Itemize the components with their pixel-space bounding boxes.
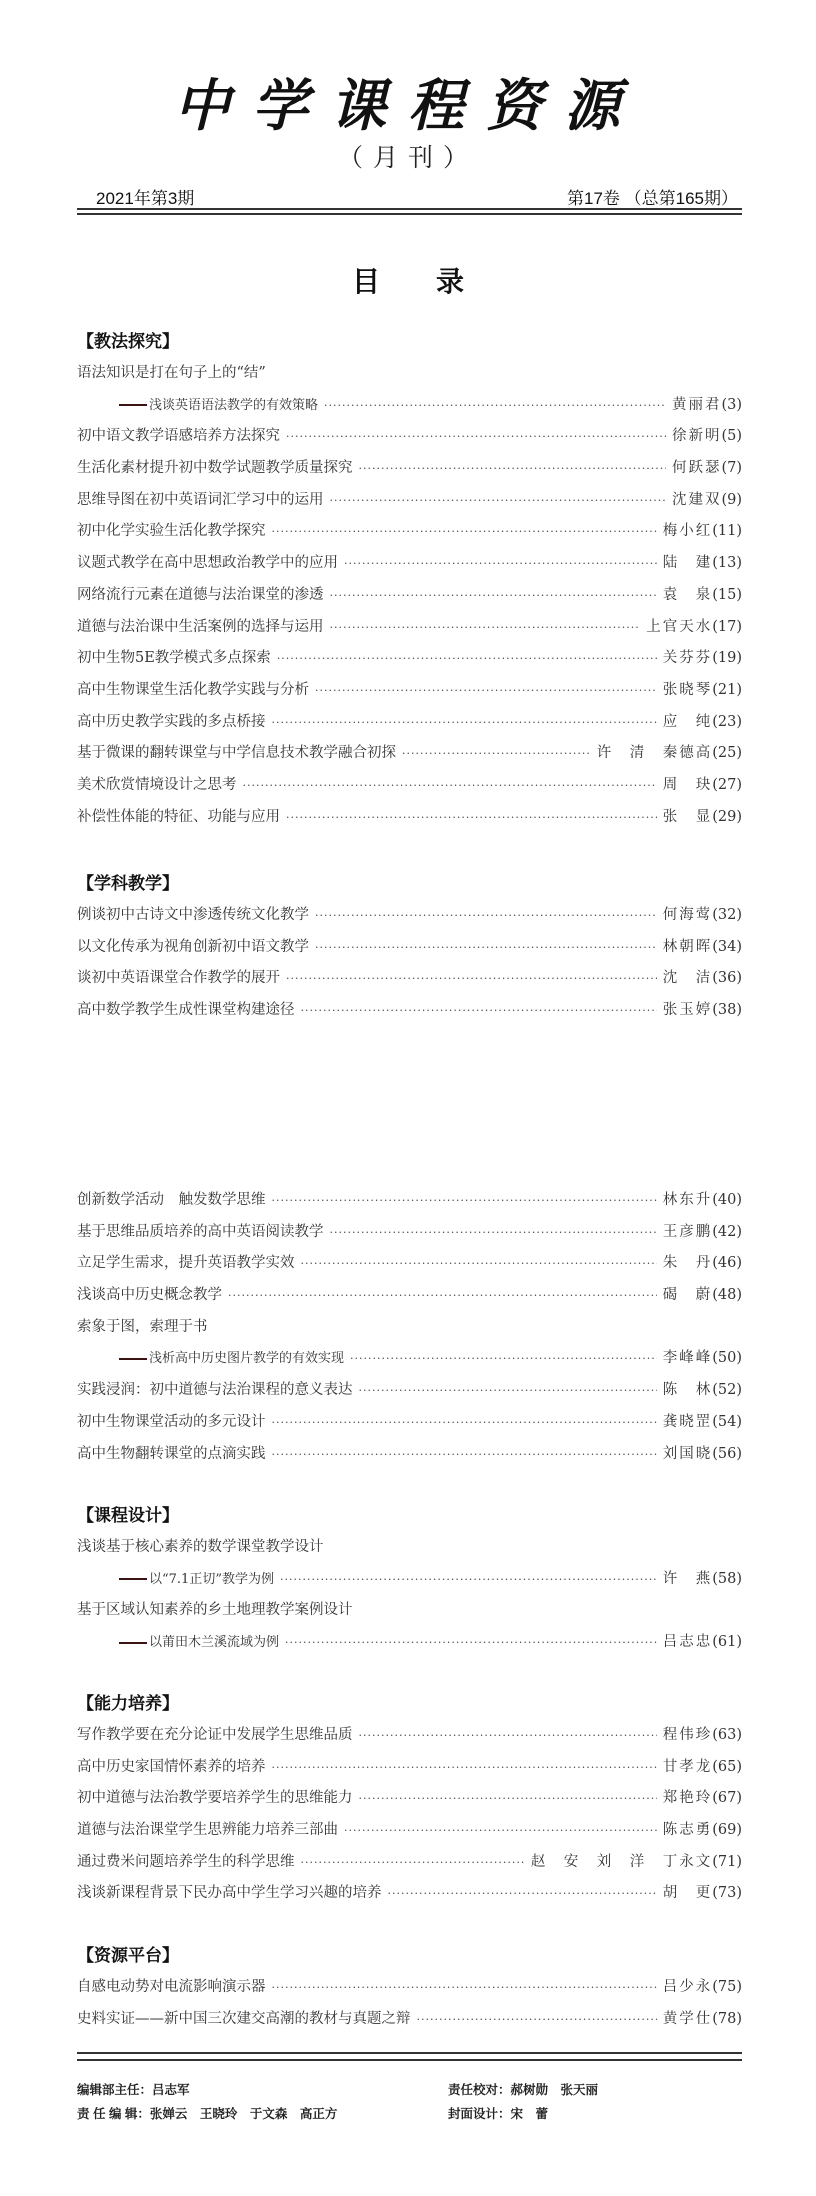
dot-leader (344, 548, 657, 580)
toc-article-title-line[interactable] (77, 1312, 742, 1344)
toc-entry-author: 应 纯 (662, 713, 713, 730)
toc-entry-title (77, 995, 295, 1027)
section-xueke-continued (77, 1185, 742, 1470)
toc-entry-title (77, 963, 280, 995)
responsible-editors: 责 任 编 辑：张婵云 王晓玲 于文森 高正方 (77, 2107, 338, 2121)
dot-leader (417, 2004, 657, 2036)
toc-entry-title (77, 485, 324, 517)
toc-entry-page: (48) (712, 1287, 742, 1304)
title-text: 基于微课的翻转课堂与中学信息技术教学融合初探 (77, 745, 396, 762)
toc-entry-author: 袁 泉 (662, 586, 713, 603)
toc-entry-title (77, 643, 271, 675)
toc-entry-author: 何海莺 (662, 907, 713, 923)
toc-entry-page: (7) (721, 460, 742, 477)
toc-entry-title (77, 612, 324, 644)
proofreaders: 责任校对：郝树勋 张天丽 (448, 2083, 599, 2097)
toc-entry-title (77, 548, 338, 580)
toc-entry-page: (38) (712, 1002, 742, 1019)
toc-entry[interactable] (77, 1217, 742, 1249)
toc-article-title-line[interactable] (77, 358, 742, 390)
title-text: 浅谈英语语法教学的有效策略 (149, 397, 319, 413)
toc-entry-author: 何跃瑟 (671, 460, 722, 477)
toc-entry-author: 许 清 秦德高 (596, 745, 713, 762)
toc-entry-title (77, 1847, 295, 1879)
toc-entry[interactable] (77, 932, 742, 964)
dot-leader (286, 802, 657, 834)
toc-entry[interactable] (77, 1783, 742, 1815)
toc-entry-title (77, 675, 309, 707)
toc-entry[interactable] (77, 612, 742, 644)
toc-entry-author: 胡 更 (662, 1885, 713, 1902)
toc-entry-title (77, 1439, 266, 1471)
toc-entry-author: 梅小红 (662, 523, 713, 540)
dot-leader (277, 643, 657, 675)
toc-entry-title (77, 738, 396, 770)
section-heading: 【课程设计】 (77, 1506, 179, 1525)
title-text: 补偿性体能的特征、功能与应用 (77, 808, 280, 825)
dot-leader (324, 390, 666, 422)
dot-leader (330, 485, 666, 517)
title-text: 浅析高中历史图片教学的有效实现 (149, 1351, 345, 1367)
dot-leader (280, 1564, 657, 1596)
toc-entry-author: 王彦鹏 (662, 1223, 713, 1240)
section-kecheng (77, 1500, 742, 1659)
toc-entry-author: 陈志勇 (662, 1822, 713, 1839)
toc-entry-page: (54) (712, 1413, 742, 1430)
section-xueke (77, 868, 742, 1027)
toc-entry-author: 吕志忠 (662, 1634, 713, 1651)
cover-design: 封面设计：宋 蕾 (448, 2107, 549, 2121)
toc-entry-author: 周 玦 (662, 776, 713, 793)
toc-entry-page: (65) (712, 1758, 742, 1775)
toc-entry-page: (15) (712, 586, 742, 603)
toc-entry-page: (73) (712, 1885, 742, 1902)
dot-leader (286, 421, 666, 453)
toc-entry-author: 徐新明 (671, 428, 722, 445)
toc-entry[interactable] (77, 548, 742, 580)
toc-entry-page: (32) (712, 907, 742, 923)
section-heading: 【学科教学】 (77, 874, 179, 893)
toc-entry-page: (67) (712, 1790, 742, 1807)
title-text: 高中数学教学生成性课堂构建途径 (77, 1002, 295, 1019)
footer-rule-top (77, 2052, 742, 2054)
toc-entry-title (77, 358, 266, 390)
title-text: 初中化学实验生活化教学探究 (77, 523, 266, 540)
toc-entry-page: (36) (712, 970, 742, 987)
toc-entry[interactable] (77, 1407, 742, 1439)
toc-entry[interactable] (77, 963, 742, 995)
toc-entry-title (77, 1878, 382, 1910)
toc-entry-title (77, 580, 324, 612)
toc-entry-subtitle (77, 1564, 274, 1596)
section-nengli (77, 1688, 742, 1910)
toc-entry-page: (69) (712, 1822, 742, 1839)
title-text: 自感电动势对电流影响演示器 (77, 1979, 266, 1995)
toc-entry-title (77, 1972, 266, 2004)
toc-entry[interactable] (77, 516, 742, 548)
dot-leader (272, 1972, 657, 2004)
toc-entry[interactable] (77, 1847, 742, 1879)
toc-entry-author: 刘国晓 (662, 1445, 713, 1462)
toc-entry[interactable] (77, 707, 742, 739)
section-ziyuan (77, 1940, 742, 2035)
toc-entry[interactable] (77, 1280, 742, 1312)
toc-entry[interactable] (77, 770, 742, 802)
toc-entry[interactable] (77, 900, 742, 932)
section-heading: 【资源平台】 (77, 1946, 179, 1965)
dot-leader (402, 738, 591, 770)
toc-entry-author: 张晓琴 (662, 681, 713, 698)
toc-entry-title (77, 1185, 266, 1217)
toc-entry-author: 郑艳玲 (662, 1790, 713, 1807)
dot-leader (301, 995, 657, 1027)
dot-leader (272, 1752, 657, 1784)
toc-entry-page: (50) (712, 1350, 742, 1367)
title-text: 网络流行元素在道德与法治课堂的渗透 (77, 586, 324, 603)
toc-entry[interactable] (77, 1248, 742, 1280)
toc-entry-page: (19) (712, 650, 742, 667)
toc-entry-author: 朱 丹 (662, 1255, 713, 1272)
toc-entry-subtitle (77, 1343, 344, 1375)
dot-leader (344, 1815, 657, 1847)
title-text: 写作教学要在充分论证中发展学生思维品质 (77, 1727, 353, 1743)
toc-entry-page: (78) (712, 2010, 742, 2027)
toc-entry[interactable] (77, 1752, 742, 1784)
title-text: 道德与法治课堂学生思辨能力培养三部曲 (77, 1822, 338, 1839)
dot-leader (272, 1185, 657, 1217)
title-text: 史料实证——新中国三次建交高潮的教材与真题之辩 (77, 2010, 411, 2027)
toc-entry[interactable] (77, 1878, 742, 1910)
toc-entry-page: (61) (712, 1634, 742, 1651)
title-text: 基于思维品质培养的高中英语阅读教学 (77, 1223, 324, 1240)
toc-entry-title (77, 1595, 353, 1627)
toc-entry-title (77, 453, 353, 485)
em-dash-icon (119, 1358, 147, 1360)
dot-leader (388, 1878, 657, 1910)
toc-entry[interactable] (77, 1439, 742, 1471)
toc-entry-page: (25) (712, 745, 742, 762)
toc-entry-author: 碣 蔚 (662, 1287, 713, 1304)
toc-entry-title (77, 900, 309, 932)
toc-entry[interactable] (77, 485, 742, 517)
toc-entry-page: (42) (712, 1223, 742, 1240)
em-dash-icon (119, 1642, 147, 1644)
title-text: 思维导图在初中英语词汇学习中的运用 (77, 491, 324, 508)
toc-entry-author: 张 显 (662, 808, 713, 825)
toc-entry-title (77, 1407, 266, 1439)
toc-entry-subtitle (77, 1627, 279, 1659)
toc-entry-author: 吕少永 (662, 1979, 713, 1995)
dot-leader (359, 1783, 657, 1815)
dot-leader (315, 675, 657, 707)
toc-entry[interactable] (77, 1343, 742, 1375)
toc-entry-page: (21) (712, 681, 742, 698)
dot-leader (350, 1343, 657, 1375)
toc-entry-author: 陈 林 (662, 1382, 713, 1399)
toc-entry-title (77, 516, 266, 548)
toc-entry[interactable] (77, 453, 742, 485)
toc-entry-author: 赵 安 刘 洋 丁永文 (530, 1853, 713, 1870)
toc-entry-title (77, 2004, 411, 2036)
toc-entry-page: (52) (712, 1382, 742, 1399)
title-text: 创新数学活动 触发数学思维 (77, 1192, 266, 1208)
toc-entry-author: 上官天水 (646, 618, 713, 635)
toc-entry-author: 甘孝龙 (662, 1758, 713, 1775)
title-text: 初中道德与法治教学要培养学生的思维能力 (77, 1790, 353, 1807)
dot-leader (315, 932, 657, 964)
toc-entry[interactable] (77, 643, 742, 675)
toc-entry-page: (17) (712, 618, 742, 635)
title-text: 生活化素材提升初中数学试题教学质量探究 (77, 460, 353, 477)
toc-entry-title (77, 1217, 324, 1249)
toc-entry-page: (11) (712, 523, 742, 540)
dot-leader (272, 1439, 657, 1471)
title-text: 高中历史教学实践的多点桥接 (77, 713, 266, 730)
toc-entry-title (77, 1783, 353, 1815)
toc-entry[interactable] (77, 1375, 742, 1407)
toc-entry[interactable] (77, 2004, 742, 2036)
toc-article-title-line[interactable] (77, 1532, 742, 1564)
toc-entry-title (77, 1752, 266, 1784)
toc-entry[interactable] (77, 1815, 742, 1847)
toc-entry-page: (3) (721, 396, 742, 413)
dot-leader (286, 963, 657, 995)
dot-leader (301, 1248, 657, 1280)
toc-entry-title (77, 1312, 208, 1344)
title-text: 索象于图，索理于书 (77, 1318, 208, 1335)
toc-entry[interactable] (77, 738, 742, 770)
toc-entry-title (77, 1720, 353, 1752)
toc-entry-author: 林东升 (662, 1192, 713, 1208)
title-text: 美术欣赏情境设计之思考 (77, 776, 237, 793)
toc-entry-author: 黄学仕 (662, 2010, 713, 2027)
toc-entry-page: (40) (712, 1192, 742, 1208)
toc-entry-page: (75) (712, 1979, 742, 1995)
toc-entry[interactable] (77, 1564, 742, 1596)
dot-leader (272, 516, 657, 548)
toc-entry[interactable] (77, 995, 742, 1027)
editor-director: 编辑部主任：吕志军 (77, 2083, 190, 2097)
footer-rule-bottom (77, 2059, 742, 2061)
header-rule-top (77, 208, 742, 210)
toc-entry-page: (27) (712, 776, 742, 793)
title-text: 谈初中英语课堂合作教学的展开 (77, 970, 280, 987)
dot-leader (359, 1720, 657, 1752)
toc-entry-author: 沈 洁 (662, 970, 713, 987)
toc-entry[interactable] (77, 802, 742, 834)
dot-leader (272, 707, 657, 739)
section-jiaofa (77, 326, 742, 833)
title-text: 高中历史家国情怀素养的培养 (77, 1758, 266, 1775)
toc-entry-author: 龚晓罡 (662, 1413, 713, 1430)
toc-entry-author: 林朝晖 (662, 938, 713, 955)
toc-entry-title (77, 1815, 338, 1847)
toc-entry-author: 关芬芬 (662, 650, 713, 667)
frequency-label: （月刊） (337, 143, 478, 172)
toc-entry-page: (29) (712, 808, 742, 825)
title-text: 以莆田木兰溪流域为例 (149, 1635, 280, 1651)
toc-entry-author: 黄丽君 (671, 396, 722, 413)
dot-leader (359, 453, 666, 485)
toc-entry[interactable] (77, 1185, 742, 1217)
title-text: 以文化传承为视角创新初中语文教学 (77, 938, 309, 955)
title-text: 以“7.1正切”教学为例 (149, 1571, 274, 1587)
masthead: 中学课程资源 (174, 73, 642, 139)
toc-entry-title (77, 421, 280, 453)
toc-entry[interactable] (77, 580, 742, 612)
toc-entry-author: 李峰峰 (662, 1350, 713, 1367)
toc-entry-author: 许 燕 (662, 1570, 713, 1587)
title-text: 浅谈新课程背景下民办高中学生学习兴趣的培养 (77, 1885, 382, 1902)
dot-leader (285, 1627, 657, 1659)
em-dash-icon (119, 1578, 147, 1580)
toc-entry[interactable] (77, 1627, 742, 1659)
toc-entry-page: (58) (712, 1570, 742, 1587)
toc-entry-title (77, 802, 280, 834)
toc-entry-page: (13) (712, 555, 742, 572)
title-text: 高中生物课堂生活化教学实践与分析 (77, 681, 309, 698)
dot-leader (330, 612, 641, 644)
volume-number: 第17卷 （总第165期） (567, 189, 738, 208)
toc-entry-subtitle (77, 390, 318, 422)
dot-leader (359, 1375, 657, 1407)
dot-leader (228, 1280, 657, 1312)
toc-entry-page: (5) (721, 428, 742, 445)
dot-leader (301, 1847, 525, 1879)
dot-leader (315, 900, 657, 932)
title-text: 通过费米问题培养学生的科学思维 (77, 1853, 295, 1870)
toc-article-title-line[interactable] (77, 1595, 742, 1627)
header-rule-bottom (77, 213, 742, 215)
title-text: 道德与法治课中生活案例的选择与运用 (77, 618, 324, 635)
toc-entry-title (77, 1248, 295, 1280)
toc-entry-author: 程伟珍 (662, 1727, 713, 1743)
title-text: 议题式教学在高中思想政治教学中的应用 (77, 555, 338, 572)
title-text: 基于区域认知素养的乡土地理教学案例设计 (77, 1602, 353, 1619)
toc-entry[interactable] (77, 1720, 742, 1752)
toc-entry[interactable] (77, 421, 742, 453)
title-text: 初中语文教学语感培养方法探究 (77, 428, 280, 445)
title-text: 初中生物课堂活动的多元设计 (77, 1413, 266, 1430)
title-text: 浅谈高中历史概念教学 (77, 1287, 222, 1304)
toc-entry[interactable] (77, 390, 742, 422)
toc-entry-page: (46) (712, 1255, 742, 1272)
toc-title: 目录 (351, 266, 520, 297)
toc-entry-page: (56) (712, 1445, 742, 1462)
toc-entry-title (77, 932, 309, 964)
title-text: 高中生物翻转课堂的点滴实践 (77, 1445, 266, 1462)
toc-entry-title (77, 1375, 353, 1407)
dot-leader (330, 1217, 657, 1249)
section-heading: 【教法探究】 (77, 332, 179, 351)
title-text: 立足学生需求，提升英语教学实效 (77, 1255, 295, 1272)
toc-entry-title (77, 1280, 222, 1312)
toc-entry-title (77, 770, 237, 802)
title-text: 初中生物5E教学模式多点探索 (77, 650, 271, 667)
dot-leader (243, 770, 657, 802)
title-text: 浅谈基于核心素养的数学课堂教学设计 (77, 1539, 324, 1555)
em-dash-icon (119, 404, 147, 406)
toc-entry-author: 陆 建 (662, 555, 713, 572)
toc-entry[interactable] (77, 675, 742, 707)
toc-entry-page: (63) (712, 1727, 742, 1743)
toc-entry-title (77, 707, 266, 739)
toc-entry-page: (23) (712, 713, 742, 730)
toc-entry[interactable] (77, 1972, 742, 2004)
toc-entry-page: (34) (712, 938, 742, 955)
toc-entry-author: 沈建双 (671, 491, 722, 508)
toc-entry-page: (71) (712, 1853, 742, 1870)
title-text: 语法知识是打在句子上的“结” (77, 365, 266, 381)
section-heading: 【能力培养】 (77, 1694, 179, 1713)
dot-leader (272, 1407, 657, 1439)
title-text: 实践浸润：初中道德与法治课程的意义表达 (77, 1382, 353, 1399)
dot-leader (330, 580, 657, 612)
toc-entry-author: 张玉婷 (662, 1002, 713, 1019)
issue-number: 2021年第3期 (96, 189, 195, 208)
title-text: 例谈初中古诗文中渗透传统文化教学 (77, 907, 309, 923)
toc-entry-title (77, 1532, 324, 1564)
toc-entry-page: (9) (721, 491, 742, 508)
